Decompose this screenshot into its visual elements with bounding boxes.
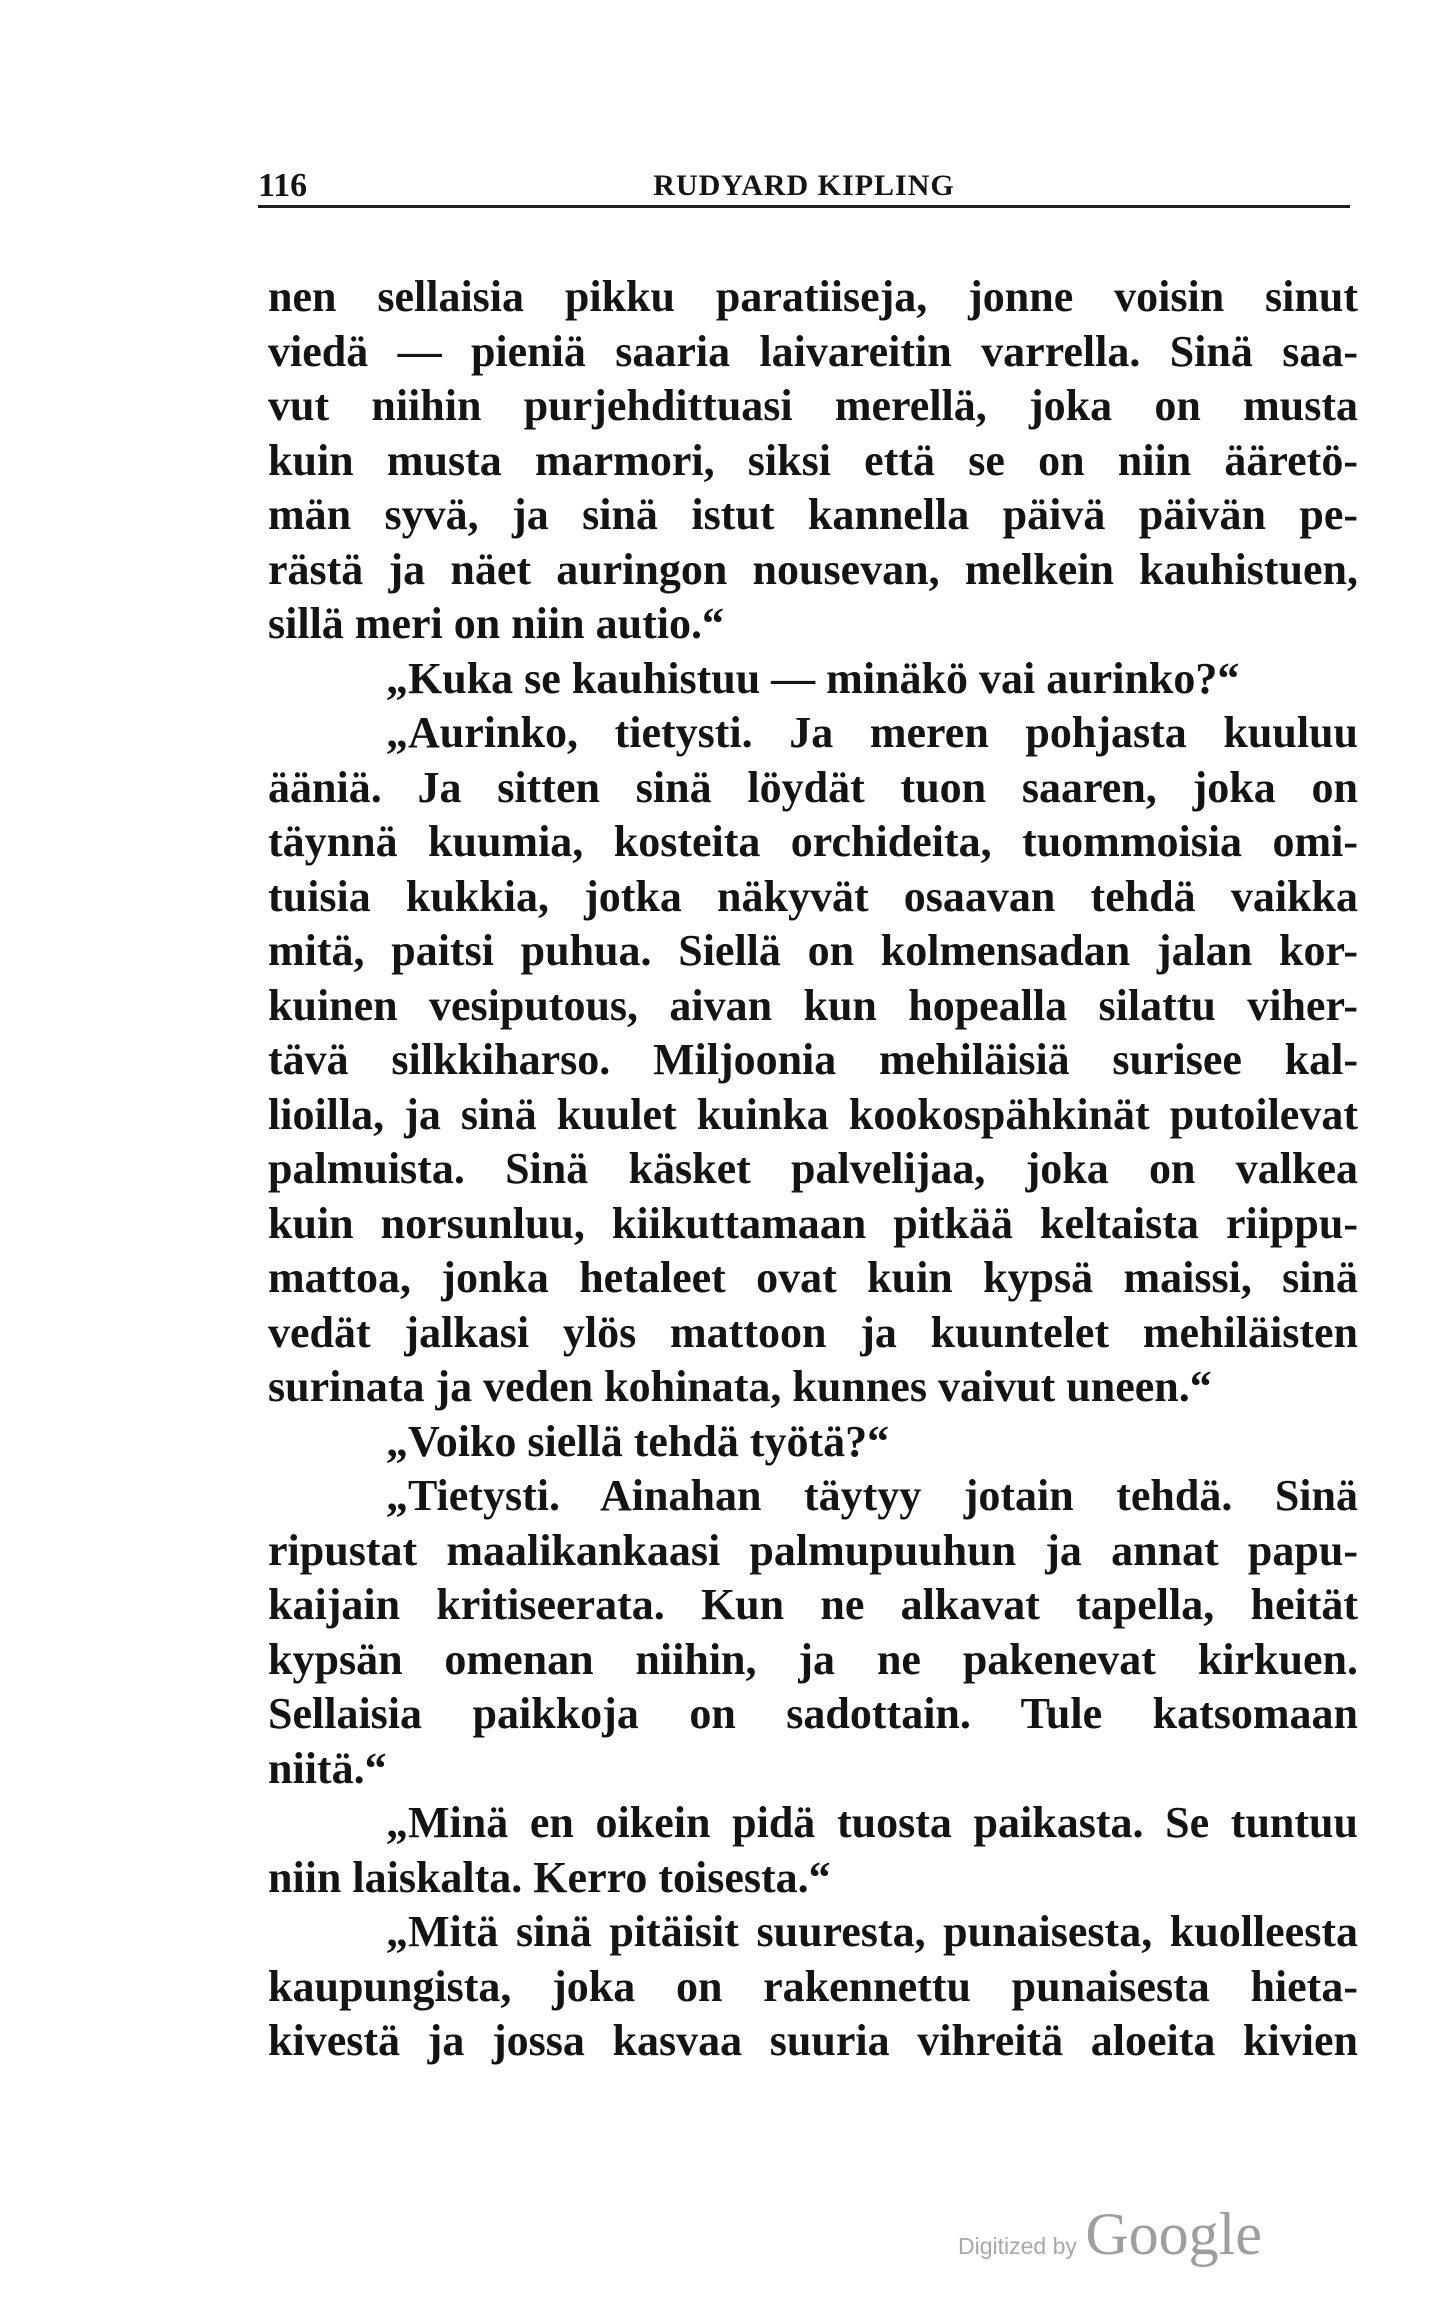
text-line: surinata ja veden kohinata, kunnes vaivut uneen.“: [268, 1362, 1212, 1411]
text-line: tävä silkkiharso. Miljoonia mehiläisiä surisee kal-: [268, 1035, 1358, 1084]
text-line: niitä.“: [268, 1743, 387, 1793]
page-header: [258, 157, 1350, 208]
text-line: sillä meri on niin autio.“: [268, 599, 724, 648]
page-number: 116: [258, 167, 308, 204]
digitized-by-label: Digitized by: [958, 2233, 1077, 2259]
text-line: kuin musta marmori, siksi että se on niin ääretö-: [268, 435, 1358, 485]
text-line: viedä — pieniä saaria laivareitin varrella. Sinä saa-: [268, 326, 1358, 376]
text-line: mattoa, jonka hetaleet ovat kuin kypsä maissi, sinä: [268, 1253, 1358, 1302]
text-line: män syvä, ja sinä istut kannella päivä päivän pe-: [268, 490, 1358, 539]
text-line: palmuista. Sinä käsket palvelijaa, joka on valkea: [268, 1144, 1358, 1193]
text-line: kaijain kritiseerata. Kun ne alkavat tapella, heität: [268, 1580, 1358, 1629]
text-line: vut niihin purjehdittuasi merellä, joka on musta: [268, 381, 1358, 430]
text-line: niin laiskalta. Kerro toisesta.“: [268, 1852, 831, 1902]
google-logo: Google: [1085, 2201, 1262, 2267]
text-line: kypsän omenan niihin, ja ne pakenevat kirkuen.: [268, 1634, 1358, 1684]
text-line: vedät jalkasi ylös mattoon ja kuuntelet mehiläisten: [268, 1307, 1358, 1357]
text-line: lioilla, ja sinä kuulet kuinka kookospähkinät putoilevat: [268, 1089, 1358, 1139]
digitization-watermark: [958, 2200, 1262, 2269]
text-line: „Kuka se kauhistuu — minäkö vai aurinko?“: [386, 653, 1240, 703]
text-line: mitä, paitsi puhua. Siellä on kolmensadan jalan kor-: [268, 926, 1358, 975]
text-line: täynnä kuumia, kosteita orchideita, tuommoisia omi-: [268, 817, 1358, 866]
text-line: ripustat maalikankaasi palmupuuhun ja annat papu-: [268, 1525, 1358, 1575]
text-line: ääniä. Ja sitten sinä löydät tuon saaren, joka on: [268, 762, 1358, 812]
body-text: [268, 270, 1358, 2069]
text-line: nen sellaisia pikku paratiiseja, jonne voisin sinut: [268, 272, 1358, 321]
text-line: kuinen vesiputous, aivan kun hopealla silattu viher-: [268, 980, 1358, 1030]
text-line: „Mitä sinä pitäisit suuresta, punaisesta, kuolleesta: [386, 1907, 1358, 1956]
text-line: Sellaisia paikkoja on sadottain. Tule katsomaan: [268, 1689, 1358, 1738]
running-title: RUDYARD KIPLING: [653, 169, 955, 202]
text-line: „Tietysti. Ainahan täytyy jotain tehdä. Sinä: [386, 1471, 1358, 1520]
text-line: kivestä ja jossa kasvaa suuria vihreitä aloeita kivien: [268, 2016, 1358, 2065]
text-line: rästä ja näet auringon nousevan, melkein kauhistuen,: [268, 544, 1358, 594]
text-line: „Minä en oikein pidä tuosta paikasta. Se tuntuu: [386, 1798, 1358, 1847]
text-line: tuisia kukkia, jotka näkyvät osaavan tehdä vaikka: [268, 871, 1358, 921]
text-line: „Voiko siellä tehdä työtä?“: [386, 1416, 890, 1466]
text-line: „Aurinko, tietysti. Ja meren pohjasta kuuluu: [386, 708, 1358, 757]
text-line: kaupungista, joka on rakennettu punaisesta hieta-: [268, 1961, 1358, 2011]
text-line: kuin norsunluu, kiikuttamaan pitkää keltaista riippu-: [268, 1198, 1358, 1248]
